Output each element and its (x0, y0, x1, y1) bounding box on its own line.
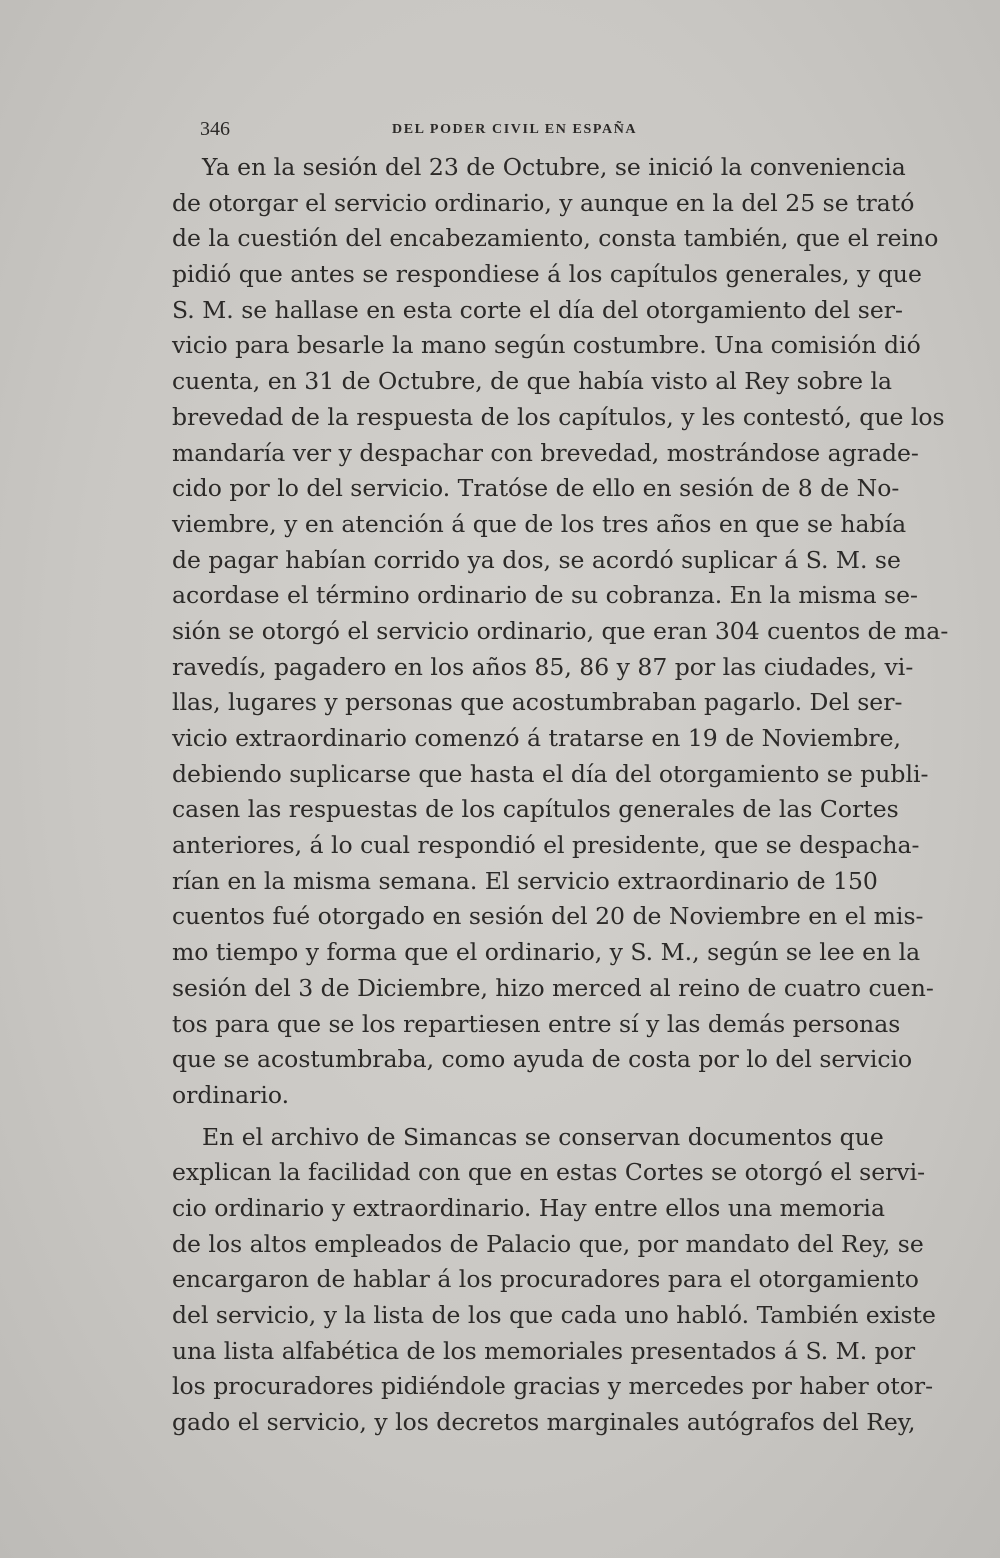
text-line: del servicio, y la lista de los que cada uno habló. También existe (172, 1301, 936, 1329)
text-line: explican la facilidad con que en estas Cortes se otorgó el servi- (172, 1158, 926, 1187)
text-line: sión se otorgó el servicio ordinario, que eran 304 cuentos de ma- (172, 616, 949, 645)
text-line: brevedad de la respuesta de los capítulos, y les contestó, que los (172, 402, 945, 431)
text-line: de otorgar el servicio ordinario, y aunque en la del 25 se trató (172, 188, 915, 217)
page-number: 346 (200, 118, 230, 140)
text-line: S. M. se hallase en esta corte el día del otorgamiento del ser- (172, 295, 903, 324)
text-line: Ya en la sesión del 23 de Octubre, se inició la conveniencia (202, 153, 906, 181)
page-header (200, 118, 670, 148)
text-line: cido por lo del servicio. Tratóse de ello en sesión de 8 de No- (172, 474, 900, 503)
text-line: debiendo suplicarse que hasta el día del otorgamiento se publi- (172, 759, 929, 788)
text-line: una lista alfabética de los memoriales presentados á S. M. por (172, 1336, 916, 1365)
text-line: ordinario. (172, 1080, 290, 1109)
text-line: vicio para besarle la mano según costumbre. Una comisión dió (172, 331, 921, 360)
text-line: ravedís, pagadero en los años 85, 86 y 87 por las ciudades, vi- (172, 652, 914, 681)
text-line: vicio extraordinario comenzó á tratarse en 19 de Noviembre, (172, 724, 901, 752)
text-line: tos para que se los repartiesen entre sí y las demás personas (172, 1009, 901, 1038)
text-line: de los altos empleados de Palacio que, por mandato del Rey, se (172, 1229, 924, 1258)
text-line: mo tiempo y forma que el ordinario, y S. M., según se lee en la (172, 938, 921, 967)
running-head: DEL PODER CIVIL EN ESPAÑA (392, 122, 638, 137)
text-line: cuenta, en 31 de Octubre, de que había visto al Rey sobre la (172, 367, 892, 396)
paragraph (172, 150, 949, 1114)
text-line: cio ordinario y extraordinario. Hay entre ellos una memoria (172, 1193, 885, 1222)
text-line: En el archivo de Simancas se conservan documentos que (202, 1122, 884, 1151)
text-line: casen las respuestas de los capítulos generales de las Cortes (172, 795, 899, 824)
text-line: los procuradores pidiéndole gracias y mercedes por haber otor- (172, 1372, 934, 1401)
text-line: gado el servicio, y los decretos marginales autógrafos del Rey, (172, 1408, 916, 1437)
text-line: de la cuestión del encabezamiento, consta también, que el reino (172, 224, 939, 253)
text-line: encargaron de hablar á los procuradores para el otorgamiento (172, 1265, 919, 1294)
text-line: pidió que antes se respondiese á los capítulos generales, y que (172, 260, 922, 289)
text-line: mandaría ver y despachar con brevedad, mostrándose agrade- (172, 438, 919, 467)
text-line: cuentos fué otorgado en sesión del 20 de Noviembre en el mis- (172, 902, 924, 931)
text-line: que se acostumbraba, como ayuda de costa por lo del servicio (172, 1045, 913, 1074)
body-text (172, 150, 949, 1441)
text-line: de pagar habían corrido ya dos, se acordó suplicar á S. M. se (172, 545, 901, 574)
text-line: viembre, y en atención á que de los tres años en que se había (172, 509, 907, 538)
paragraph (172, 1120, 936, 1441)
text-line: sesión del 3 de Diciembre, hizo merced al reino de cuatro cuen- (172, 973, 934, 1002)
text-line: anteriores, á lo cual respondió el presidente, que se despacha- (172, 831, 920, 860)
text-line: rían en la misma semana. El servicio extraordinario de 150 (172, 866, 878, 895)
text-line: llas, lugares y personas que acostumbraban pagarlo. Del ser- (172, 688, 903, 717)
text-line: acordase el término ordinario de su cobranza. En la misma se- (172, 581, 918, 610)
